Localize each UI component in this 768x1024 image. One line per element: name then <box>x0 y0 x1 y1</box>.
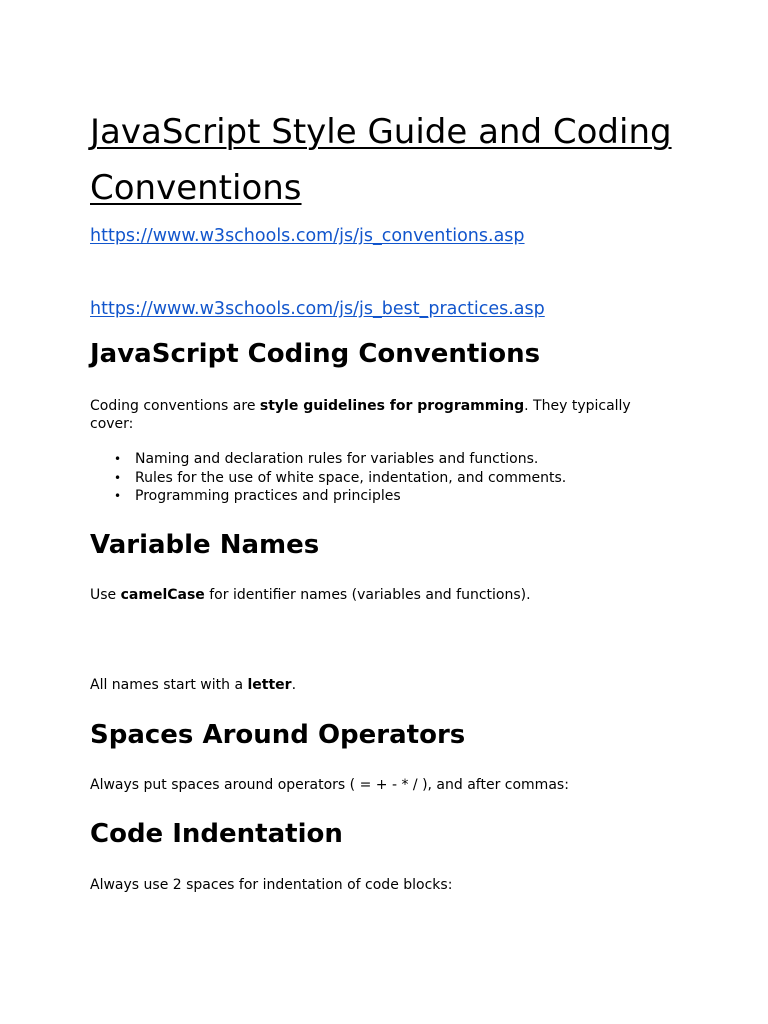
intro-text-before: Coding conventions are <box>90 398 260 414</box>
code-indentation-heading: Code Indentation <box>90 819 343 849</box>
conventions-link[interactable]: https://www.w3schools.com/js/js_conventions.asp <box>90 226 525 246</box>
intro-bold-text: style guidelines for programming <box>259 398 525 414</box>
list-item <box>90 469 566 488</box>
list-item-text: Naming and declaration rules for variables and functions. <box>135 451 539 467</box>
camel-text-after: for identifier names (variables and functions). <box>204 587 531 603</box>
list-item <box>90 487 566 506</box>
letter-text-before: All names start with a <box>90 677 248 693</box>
variable-names-heading: Variable Names <box>90 530 320 560</box>
camel-text-before: Use <box>90 587 121 603</box>
conventions-intro-paragraph <box>90 397 670 433</box>
conventions-bullet-list <box>90 450 566 506</box>
bullet-icon: • <box>114 489 122 503</box>
bullet-icon: • <box>114 452 122 466</box>
camelcase-paragraph <box>90 586 670 604</box>
list-item-text: Programming practices and principles <box>135 488 401 504</box>
coding-conventions-heading: JavaScript Coding Conventions <box>90 339 541 369</box>
intro-text-after: . They typically cover: <box>90 398 631 432</box>
indentation-paragraph: Always use 2 spaces for indentation of code blocks: <box>90 877 453 893</box>
letter-text-after: . <box>291 677 297 693</box>
list-item-text: Rules for the use of white space, indentation, and comments. <box>135 469 567 486</box>
bullet-icon: • <box>114 470 122 485</box>
best-practices-link[interactable]: https://www.w3schools.com/js/js_best_practices.asp <box>90 299 545 319</box>
list-item <box>90 450 566 469</box>
camel-bold-text: camelCase <box>120 587 205 603</box>
page-title: JavaScript Style Guide and Coding Conventions <box>90 112 672 208</box>
operators-paragraph: Always put spaces around operators ( = + - * / ), and after commas: <box>90 777 569 793</box>
letter-bold-text: letter <box>247 677 292 693</box>
spaces-around-operators-heading: Spaces Around Operators <box>90 720 466 750</box>
letter-paragraph <box>90 676 670 694</box>
